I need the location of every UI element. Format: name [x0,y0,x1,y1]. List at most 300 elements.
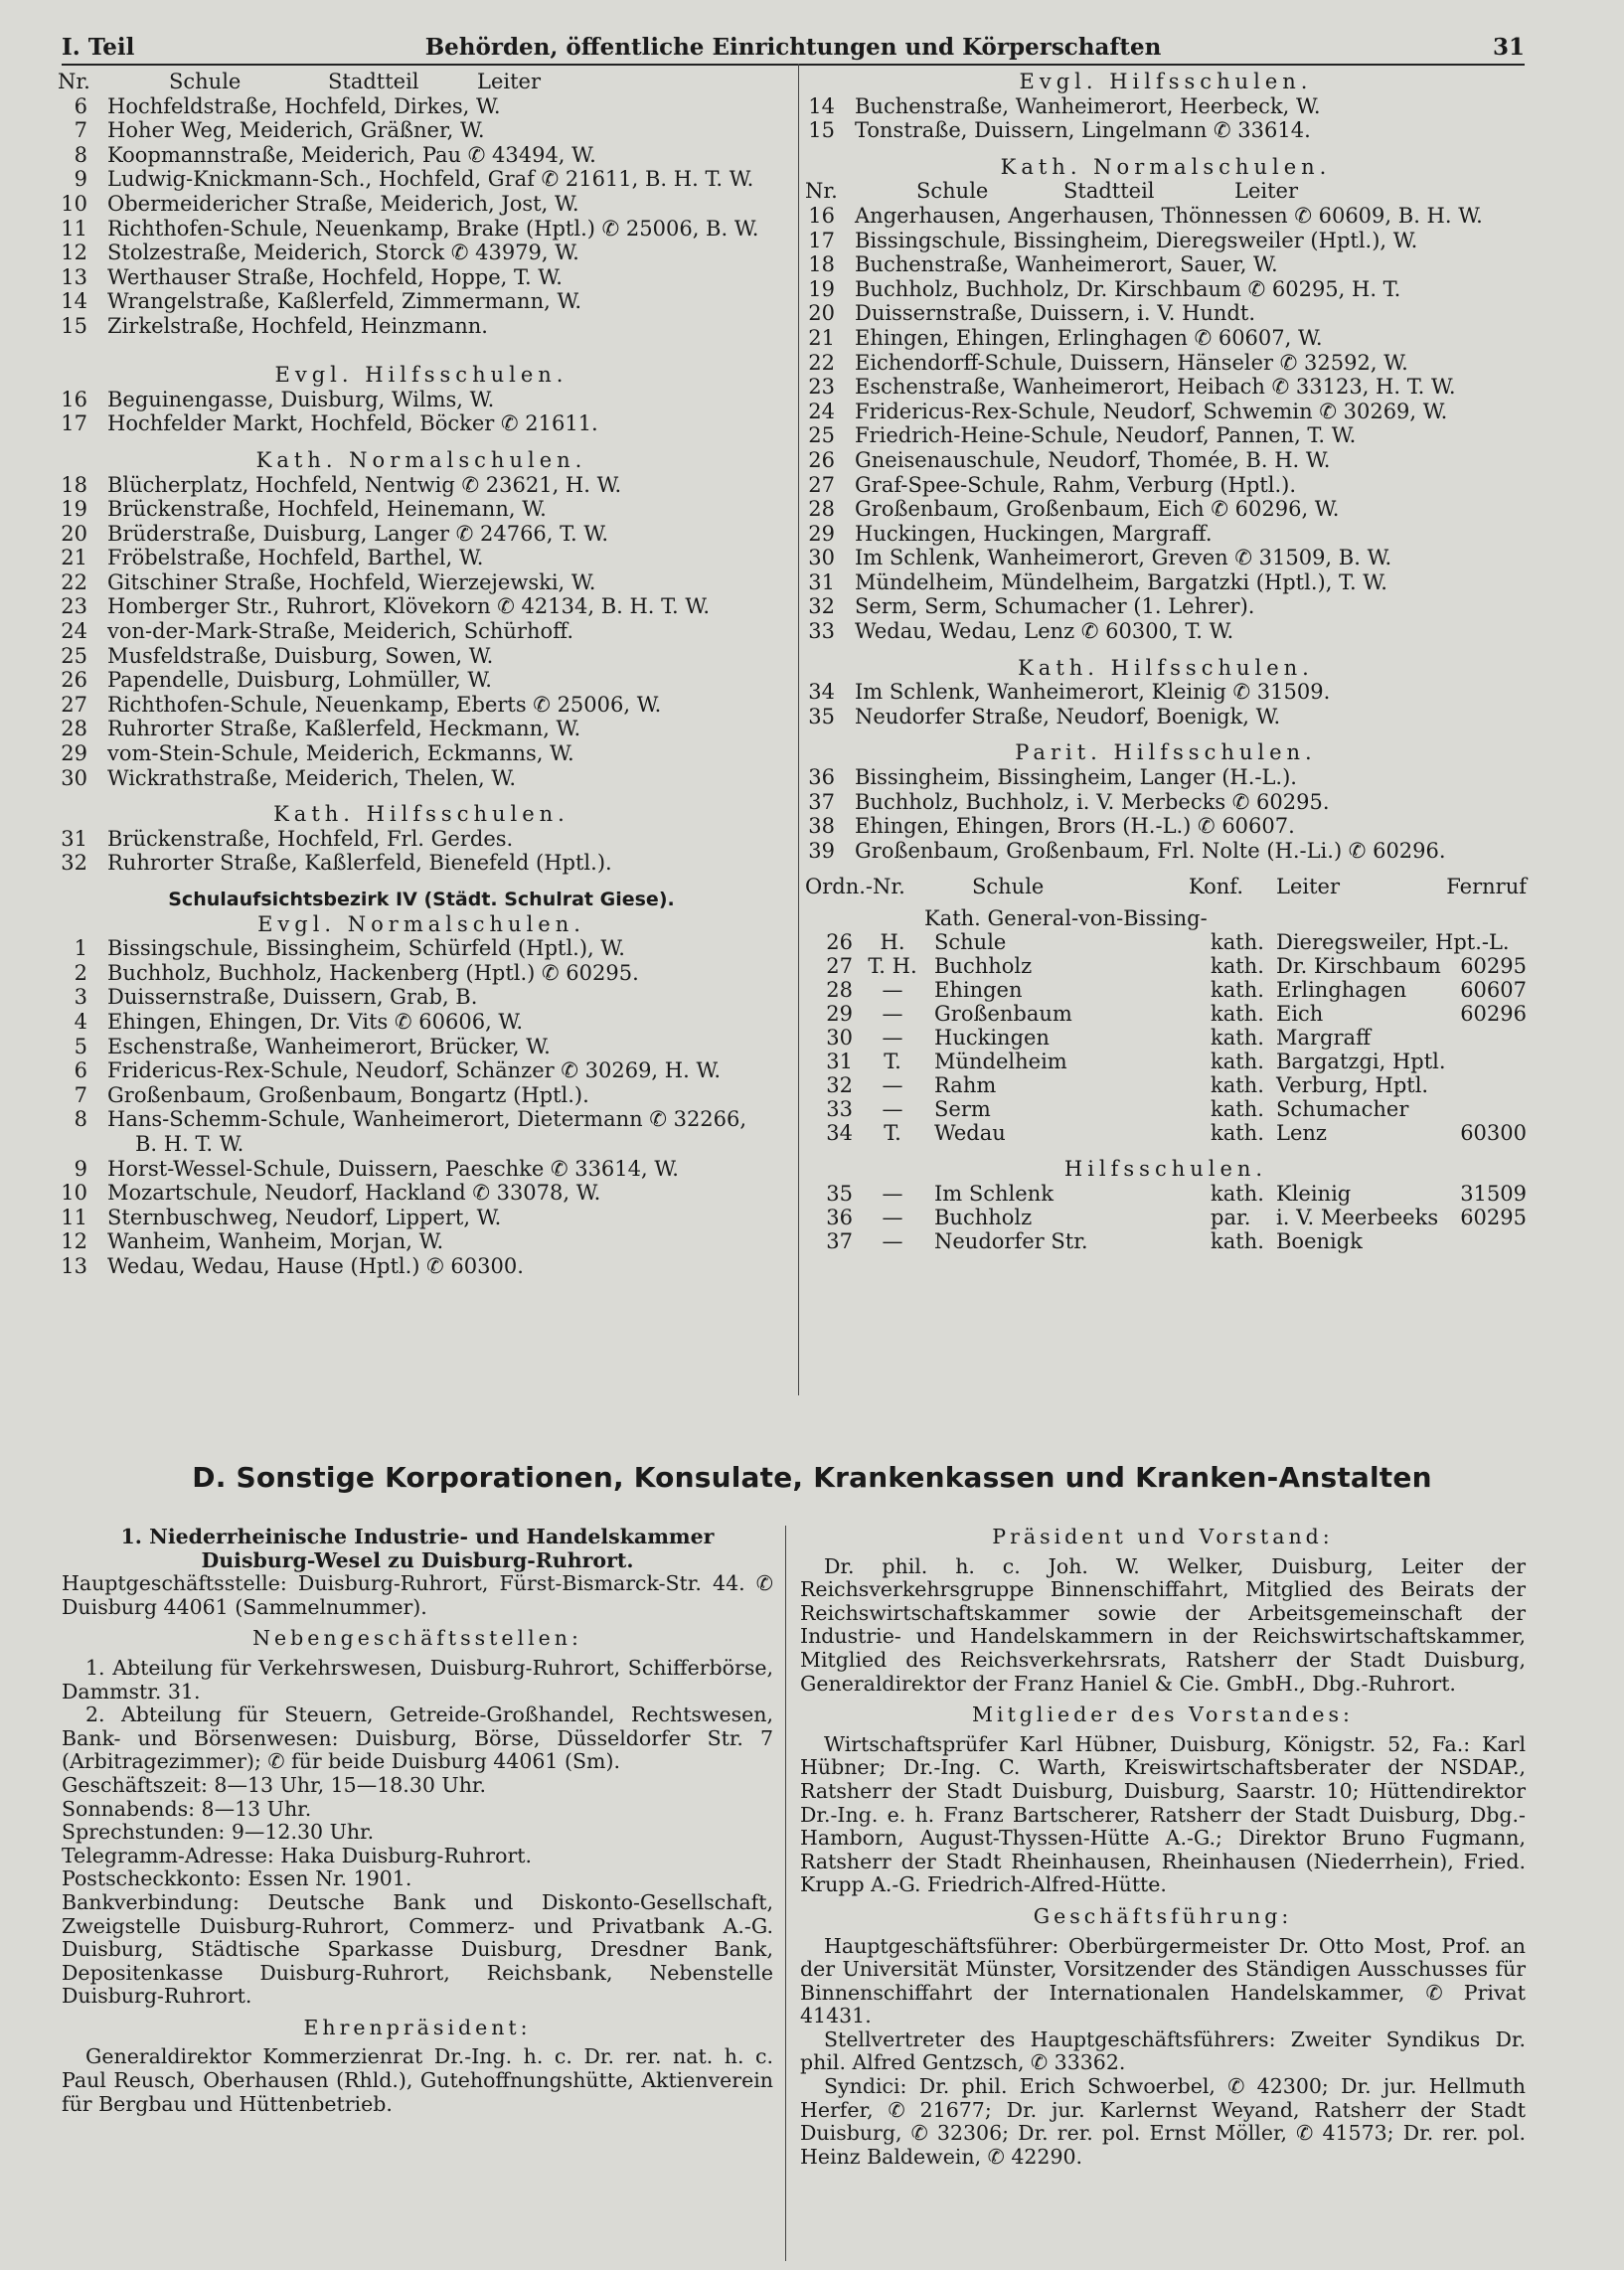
table-header [805,875,1527,898]
th-schule: Schule [972,875,1045,899]
table-cell-fernruf: 31509 [1460,1182,1527,1206]
table-row [805,1182,1527,1206]
table-row [805,1121,1527,1145]
school-list [58,936,785,1278]
entry-number: 34 [808,680,835,705]
th-fernruf: Fernruf [1446,875,1527,899]
entry-number: 32 [61,851,87,876]
entry-number: 22 [808,350,835,375]
list-item [58,1035,785,1059]
entry-number: 14 [61,289,87,314]
section-heading: Evgl. Hilfsschulen. [1019,70,1313,93]
entry-text: Brückenstraße, Hochfeld, Heinemann, W. [107,497,547,522]
table-cell-nr: 34 [826,1121,853,1146]
entry-number: 26 [808,447,835,472]
entry-number: 17 [61,411,87,436]
branch-1: 1. Abteilung für Verkehrswesen, Duisburg-Ruhrort, Schifferbörse, Dammstr. 31. [62,1655,773,1703]
entry-text: Fröbelstraße, Hochfeld, Barthel, W. [107,546,484,570]
entry-text: Buchenstraße, Wanheimerort, Heerbeck, W. [855,93,1321,118]
school-list [805,204,1527,644]
section-heading: Evgl. Hilfsschulen. [274,363,568,388]
entry-text: von-der-Mark-Straße, Meiderich, Schürhoff. [107,619,573,644]
table-cell-fernruf: 60296 [1460,1002,1527,1027]
main-office: Hauptgeschäftsstelle: Duisburg-Ruhrort, Fürst-Bismarck-Str. 44. ✆ Duisburg 44061 (Sammelnummer). [62,1571,773,1619]
table-cell-nr: 33 [826,1097,853,1122]
list-item [58,961,785,986]
entry-number: 12 [61,241,87,265]
entry-text: Buchholz, Buchholz, Dr. Kirschbaum ✆ 60295, H. T. [855,276,1401,301]
syndici: Syndici: Dr. phil. Erich Schwoerbel, ✆ 42300; Dr. jur. Hellmuth Herfer, ✆ 21677; Dr. jur. Karlernst Weyand, Ratsherr der Stadt Duisburg, ✆ 32306; Dr. rer. pol. Ernst Möller, ✆ 41573; Dr. rer. pol. Heinz Baldewein, ✆ 42290. [800,2074,1526,2169]
list-item [805,252,1527,277]
entry-number: 25 [61,643,87,668]
entry-text: Homberger Str., Ruhrort, Klövekorn ✆ 42134, B. H. T. W. [107,594,710,619]
entry-text: Ehingen, Ehingen, Erlinghagen ✆ 60607, W. [855,325,1323,350]
table-cell-leiter: i. V. Meerbeeks [1276,1206,1439,1229]
table-cell-schule: Buchholz [934,1206,1033,1229]
heading-stadtteil: Stadtteil [328,70,419,93]
entry-text: Ruhrorter Straße, Kaßlerfeld, Heckmann, W. [107,717,581,741]
table-cell-konf: kath. [1211,1229,1264,1253]
entry-text: Angerhausen, Angerhausen, Thönnessen ✆ 60609, B. H. W. [855,203,1483,228]
list-item [805,118,1527,143]
table-row [805,978,1527,1002]
branches-heading: Nebengeschäftsstellen: [252,1626,582,1651]
list-item [805,680,1527,705]
list-item [58,497,785,522]
right-column [805,70,1527,1253]
entry-text: Im Schlenk, Wanheimerort, Kleinig ✆ 31509. [855,680,1331,705]
entry-number: 30 [61,765,87,790]
entry-text: Koopmannstraße, Meiderich, Pau ✆ 43494, W. [107,142,596,167]
table-cell-nr: 28 [826,978,853,1003]
deputy-manager: Stellvertreter des Hauptgeschäftsführers: Zweiter Syndikus Dr. phil. Alfred Gentzsch, ✆ 33362. [800,2027,1526,2075]
entry-number: 39 [808,838,835,863]
table-cell-leiter: Schumacher [1276,1097,1409,1122]
table-cell-konf: kath. [1211,1026,1264,1051]
list-item [805,229,1527,253]
chamber-info-right [800,1526,1526,2169]
table-cell-konf: kath. [1211,1121,1264,1146]
table-cell-leiter: Eich [1276,1002,1324,1027]
list-item [805,423,1527,448]
list-item [805,546,1527,570]
list-item [58,411,785,436]
entry-number: 19 [61,497,87,522]
entry-number: 16 [808,203,835,228]
table-cell-fernruf: 60300 [1460,1121,1527,1146]
entry-number: 33 [808,619,835,644]
heading-leiter: Leiter [477,70,541,93]
entry-number: 28 [61,717,87,741]
list-item [58,1254,785,1279]
entry-number: 14 [808,93,835,118]
entry-number: 23 [808,375,835,400]
list-item [58,1181,785,1206]
section-heading: Hilfsschulen. [1063,1157,1268,1182]
school-list [58,388,785,436]
entry-number: 2 [74,960,87,985]
saturday-hours: Sonnabends: 8—13 Uhr. [62,1796,312,1821]
table-cell-fernruf: 60607 [1460,978,1527,1003]
heading-stadtteil: Stadtteil [1063,179,1155,204]
table-cell-konf: kath. [1211,1002,1264,1027]
entry-number: 6 [74,93,87,118]
general-manager: Hauptgeschäftsführer: Oberbürgermeister Dr. Otto Most, Prof. an der Universität Münster, Vorsitzender des Ständigen Ausschusses für Binnenschiffahrt der Internationalen Handelskammer, ✆ Privat 41431. [800,1933,1526,2028]
entry-text: Richthofen-Schule, Neuenkamp, Eberts ✆ 25006, W. [107,692,662,717]
list-item [58,289,785,314]
table-row [805,1050,1527,1073]
table-cell-nr: 30 [826,1026,853,1051]
heading-nr: Nr. [58,70,90,93]
th-konf: Konf. [1189,875,1243,899]
heading-leiter: Leiter [1234,179,1298,204]
list-item [805,375,1527,400]
entry-number: 9 [74,1156,87,1181]
entry-number: 31 [808,569,835,594]
list-item [58,241,785,265]
entry-text: Ehingen, Ehingen, Dr. Vits ✆ 60606, W. [107,1009,524,1034]
table-cell-mark: — [882,1026,903,1051]
entry-number: 11 [61,1205,87,1229]
board-heading: Mitglieder des Vorstandes: [972,1702,1354,1727]
entry-text: Ruhrorter Straße, Kaßlerfeld, Bienefeld (Hptl.). [107,851,612,876]
entry-text: Wickrathstraße, Meiderich, Thelen, W. [107,765,516,790]
table-cell-schule: Mündelheim [934,1050,1067,1074]
table-cell-schule: Rahm [934,1073,997,1098]
list-item [58,693,785,718]
list-item [58,594,785,619]
list-item [58,314,785,339]
entry-text: Stolzestraße, Meiderich, Storck ✆ 43979, W. [107,241,579,265]
section-heading: Parit. Hilfsschulen. [1015,740,1317,765]
table-cell-leiter: Boenigk [1276,1229,1363,1253]
table-cell-mark: — [882,1229,903,1253]
entry-number: 26 [61,668,87,693]
th-leiter: Leiter [1276,875,1340,899]
entry-text: Bissingschule, Bissingheim, Schürfeld (Hptl.), W. [107,936,625,961]
table-cell-schule: Neudorfer Str. [934,1229,1088,1253]
table-body [805,1182,1527,1253]
table-cell-leiter: Verburg, Hptl. [1276,1073,1429,1098]
entry-number: 10 [61,191,87,216]
entry-text: Tonstraße, Duissern, Lingelmann ✆ 33614. [855,118,1311,143]
entry-text: Eschenstraße, Wanheimerort, Heibach ✆ 33123, H. T. W. [855,375,1456,400]
table-cell-leiter: Dr. Kirschbaum [1276,954,1441,979]
section-heading: Kath. Hilfsschulen. [1018,655,1314,680]
table-cell-konf: kath. [1211,930,1264,955]
chamber-subtitle: Duisburg-Wesel zu Duisburg-Ruhrort. [201,1547,634,1572]
school-list [805,94,1527,143]
postal-account: Postscheckkonto: Essen Nr. 1901. [62,1866,412,1891]
table-cell-mark: — [882,1073,903,1098]
column-headings [58,70,785,94]
column-divider [798,64,799,1395]
consultation-hours: Sprechstunden: 9—12.30 Uhr. [62,1820,375,1845]
entry-number: 5 [74,1034,87,1058]
list-item [805,765,1527,790]
table-cell-konf: kath. [1211,1182,1264,1206]
list-item [58,851,785,876]
part-label: I. Teil [62,34,135,61]
table-row [805,906,1527,930]
entry-number: 18 [61,472,87,497]
entry-number: 15 [808,118,835,143]
entry-text: Eichendorff-Schule, Duissern, Hänseler ✆ 32592, W. [855,350,1408,375]
entry-number: 4 [74,1009,87,1034]
table-body [805,906,1527,1145]
entry-text: Zirkelstraße, Hochfeld, Heinzmann. [107,313,488,338]
entry-number: 1 [74,936,87,961]
list-item [805,351,1527,376]
entry-text: Bissingschule, Bissingheim, Dieregsweiler (Hptl.), W. [855,228,1418,252]
entry-number: 15 [61,313,87,338]
table-cell-fernruf: 60295 [1460,954,1527,979]
table-cell-mark: T. H. [868,954,917,979]
entry-text: Großenbaum, Großenbaum, Bongartz (Hptl.). [107,1082,589,1107]
list-item [58,741,785,766]
table-cell-nr: 35 [826,1182,853,1206]
list-item [805,705,1527,730]
table-cell-nr: 31 [826,1050,853,1074]
list-item [805,400,1527,424]
entry-number: 13 [61,264,87,289]
entry-text: Obermeidericher Straße, Meiderich, Jost, W. [107,191,579,216]
entry-text: Ludwig-Knickmann-Sch., Hochfeld, Graf ✆ 21611, B. H. T. W. [107,167,754,192]
table-cell-schule: Kath. General-von-Bissing- [924,906,1208,931]
list-item [58,619,785,644]
entry-number: 20 [61,521,87,546]
entry-number: 11 [61,216,87,241]
list-item [805,301,1527,326]
honorary-president: Generaldirektor Kommerzienrat Dr.-Ing. h. c. Dr. rer. nat. h. c. Paul Reusch, Oberhausen (Rhld.), Gutehoffnungshütte, Aktienverein für Bergbau und Hüttenbetrieb. [62,2044,773,2116]
honorary-president-heading: Ehrenpräsident: [303,2015,532,2039]
table-cell-konf: kath. [1211,1073,1264,1098]
list-item [58,936,785,961]
entry-text: Gneisenauschule, Neudorf, Thomée, B. H. W. [855,447,1331,472]
table-cell-fernruf: 60295 [1460,1206,1527,1229]
table-cell-leiter: Lenz [1276,1121,1327,1146]
entry-text: Bissingheim, Bissingheim, Langer (H.-L.). [855,765,1297,790]
list-item [58,546,785,570]
heading-schule: Schule [916,179,989,204]
list-item [58,473,785,498]
entry-text: Brüderstraße, Duisburg, Langer ✆ 24766, T. W. [107,521,608,546]
table-row [805,1097,1527,1121]
table-row [805,1073,1527,1097]
table-cell-leiter: Erlinghagen [1276,978,1407,1003]
entry-number: 32 [808,594,835,619]
entry-number: 36 [808,765,835,790]
entry-number: 22 [61,569,87,594]
entry-number: 21 [61,546,87,570]
left-column [58,70,785,1279]
entry-text: Mündelheim, Mündelheim, Bargatzki (Hptl.), T. W. [855,569,1387,594]
entry-text: Richthofen-Schule, Neuenkamp, Brake (Hptl.) ✆ 25006, B. W. [107,216,759,241]
table-cell-schule: Ehingen [934,978,1023,1003]
bank-details: Bankverbindung: Deutsche Bank und Diskonto-Gesellschaft, Zweigstelle Duisburg-Ruhrort, Commerz- und Privatbank A.-G. Duisburg, Städtische Sparkasse Duisburg, Dresdner Bank, Depositenkasse Duisburg-Ruhrort, Reichsbank, Nebenstelle Duisburg-Ruhrort. [62,1889,773,2009]
table-cell-nr: 37 [826,1229,853,1253]
entry-text: Großenbaum, Großenbaum, Frl. Nolte (H.-Li.) ✆ 60296. [855,838,1446,863]
entry-number: 8 [74,1107,87,1132]
table-cell-schule: Wedau [934,1121,1006,1146]
entry-text: Gitschiner Straße, Hochfeld, Wierzejewski, W. [107,569,596,594]
entry-number: 7 [74,1082,87,1107]
list-item [58,570,785,595]
table-row [805,1002,1527,1026]
list-item [805,448,1527,473]
table-cell-mark: — [882,978,903,1003]
table-cell-leiter: Margraff [1276,1026,1371,1051]
entry-number: 28 [808,497,835,522]
column-divider [785,1526,786,2261]
heading-schule: Schule [169,70,242,93]
entry-text: Werthauser Straße, Hochfeld, Hoppe, T. W. [107,264,563,289]
president-heading: Präsident und Vorstand: [992,1525,1334,1548]
table-cell-leiter: Bargatzgi, Hptl. [1276,1050,1446,1074]
table-row [805,954,1527,978]
entry-text: Papendelle, Duisburg, Lohmüller, W. [107,668,492,693]
entry-number: 27 [808,472,835,497]
list-item [58,1157,785,1182]
table-cell-nr: 36 [826,1206,853,1229]
entry-number: 23 [61,594,87,619]
table-cell-nr: 26 [826,930,853,955]
entry-text: Musfeldstraße, Duisburg, Sowen, W. [107,643,494,668]
school-list [805,680,1527,729]
table-cell-nr: 32 [826,1073,853,1098]
entry-number: 25 [808,423,835,448]
list-item [805,619,1527,644]
entry-text: Sternbuschweg, Neudorf, Lippert, W. [107,1205,502,1229]
board-members: Wirtschaftsprüfer Karl Hübner, Duisburg, Königstr. 52, Fa.: Karl Hübner; Dr.-Ing. C. Warth, Kreiswirtschaftsberater der NSDAP., Ratsherr der Stadt Duisburg, Duisburg, Saarstr. 10; Hüttendirektor Dr.-Ing. e. h. Franz Bartscherer, Ratsherr der Stadt Duisburg, Dbg.-Hamborn, August-Thyssen-Hütte A.-G.; Direktor Bruno Fugmann, Ratsherr der Stadt Rheinhausen, Rheinhausen (Niederrhein), Fried. Krupp A.-G. Friedrich-Alfred-Hütte. [800,1731,1526,1897]
entry-text: Duissernstraße, Duissern, Grab, B. [107,985,478,1010]
branch-2: 2. Abteilung für Steuern, Getreide-Großhandel, Rechtswesen, Bank- und Börsenwesen: Duisburg, Börse, Düsseldorfer Str. 7 (Arbitragezimmer); ✆ für beide Duisburg 44061 (Sm). [62,1702,773,1774]
school-list [58,94,785,339]
entry-text: Brückenstraße, Hochfeld, Frl. Gerdes. [107,826,514,851]
list-item [58,717,785,741]
entry-number: 27 [61,692,87,717]
table-cell-mark: H. [880,930,905,955]
entry-number: 13 [61,1253,87,1278]
entry-text: Hochfeldstraße, Hochfeld, Dirkes, W. [107,93,501,118]
entry-number: 18 [808,252,835,277]
entry-text: Hoher Weg, Meiderich, Gräßner, W. [107,118,485,143]
entry-text: Beguinengasse, Duisburg, Wilms, W. [107,387,495,411]
list-item [58,1132,785,1157]
list-item [58,522,785,547]
entry-number: 38 [808,814,835,839]
entry-number: 10 [61,1181,87,1206]
list-item [58,668,785,693]
entry-number: 9 [74,167,87,192]
entry-text: Blücherplatz, Hochfeld, Nentwig ✆ 23621, H. W. [107,472,622,497]
entry-text: Ehingen, Ehingen, Brors (H.-L.) ✆ 60607. [855,814,1295,839]
table-cell-konf: par. [1211,1206,1251,1229]
table-cell-konf: kath. [1211,1097,1264,1122]
list-item [58,1229,785,1254]
entry-number: 29 [61,741,87,766]
entry-number: 17 [808,228,835,252]
chamber-info-left [62,1526,773,2116]
list-item [58,1058,785,1083]
table-row [805,930,1527,954]
list-item [58,644,785,669]
entry-text: Graf-Spee-Schule, Rahm, Verburg (Hptl.). [855,472,1297,497]
entry-number: 24 [808,399,835,423]
entry-text: Serm, Serm, Schumacher (1. Lehrer). [855,594,1255,619]
district-heading: Schulaufsichtsbezirk IV (Städt. Schulrat Giese). [168,889,675,910]
list-item [58,766,785,791]
list-item [58,118,785,143]
list-item [805,94,1527,119]
entry-number: 7 [74,118,87,143]
entry-text: Fridericus-Rex-Schule, Neudorf, Schänzer ✆ 30269, H. W. [107,1058,722,1083]
list-item [805,497,1527,522]
entry-text: Wrangelstraße, Kaßlerfeld, Zimmermann, W. [107,289,582,314]
list-item [805,326,1527,351]
entry-text: Buchholz, Buchholz, Hackenberg (Hptl.) ✆ 60295. [107,960,639,985]
table-cell-schule: Großenbaum [934,1002,1072,1027]
table-cell-schule: Serm [934,1097,991,1122]
table-cell-mark: — [882,1206,903,1229]
entry-number: 16 [61,387,87,411]
president-text: Dr. phil. h. c. Joh. W. Welker, Duisburg, Leiter der Reichsverkehrsgruppe Binnenschiffahrt, Mitglied des Beirats der Reichswirtschaftskammer sowie der Arbeitsgemeinschaft der Industrie- und Handelskammern in der Reichswirtschaftskammer, Mitglied des Reichsverkehrsrats, Ratsherr der Stadt Duisburg, Generaldirektor der Franz Haniel & Cie. GmbH., Dbg.-Ruhrort. [800,1553,1526,1696]
entry-number: 30 [808,546,835,570]
table-cell-konf: kath. [1211,954,1264,979]
list-item [58,143,785,168]
entry-text: Wanheim, Wanheim, Morjan, W. [107,1229,444,1254]
entry-number: 37 [808,789,835,814]
list-item [58,94,785,119]
list-item [58,1010,785,1035]
section-heading: Evgl. Normalschulen. [257,911,585,936]
list-item [58,1083,785,1108]
entry-text: Buchholz, Buchholz, i. V. Merbecks ✆ 60295. [855,789,1330,814]
entry-number: 19 [808,276,835,301]
section-heading: Kath. Normalschulen. [1000,154,1332,179]
entry-number: 20 [808,301,835,326]
entry-number: 8 [74,142,87,167]
school-list [58,827,785,876]
entry-text: Huckingen, Huckingen, Margraff. [855,521,1213,546]
entry-number: 6 [74,1058,87,1083]
section-d-title: D. Sonstige Korporationen, Konsulate, Krankenkassen und Kranken-Anstalten [192,1461,1432,1494]
list-item [805,570,1527,595]
list-item [58,827,785,852]
management-heading: Geschäftsführung: [1033,1903,1293,1928]
entry-number: 31 [61,826,87,851]
entry-number: 24 [61,619,87,644]
section-heading: Kath. Hilfsschulen. [273,802,569,827]
entry-text: vom-Stein-Schule, Meiderich, Eckmanns, W. [107,741,574,766]
list-item [805,277,1527,302]
chamber-title: 1. Niederrheinische Industrie- und Handelskammer [120,1525,715,1548]
page-header [62,30,1525,66]
list-item [805,594,1527,619]
list-item [805,790,1527,815]
table-cell-leiter: Kleinig [1276,1182,1352,1206]
table-cell-nr: 27 [826,954,853,979]
table-cell-mark: T. [884,1121,901,1146]
list-item [805,814,1527,839]
page-number: 31 [1492,34,1525,61]
entry-text: Hochfelder Markt, Hochfeld, Böcker ✆ 21611. [107,411,598,436]
list-item [805,473,1527,498]
list-item [58,1206,785,1230]
entry-text: Großenbaum, Großenbaum, Eich ✆ 60296, W. [855,497,1340,522]
entry-text: Mozartschule, Neudorf, Hackland ✆ 33078, W. [107,1181,601,1206]
entry-text: Wedau, Wedau, Lenz ✆ 60300, T. W. [855,619,1234,644]
